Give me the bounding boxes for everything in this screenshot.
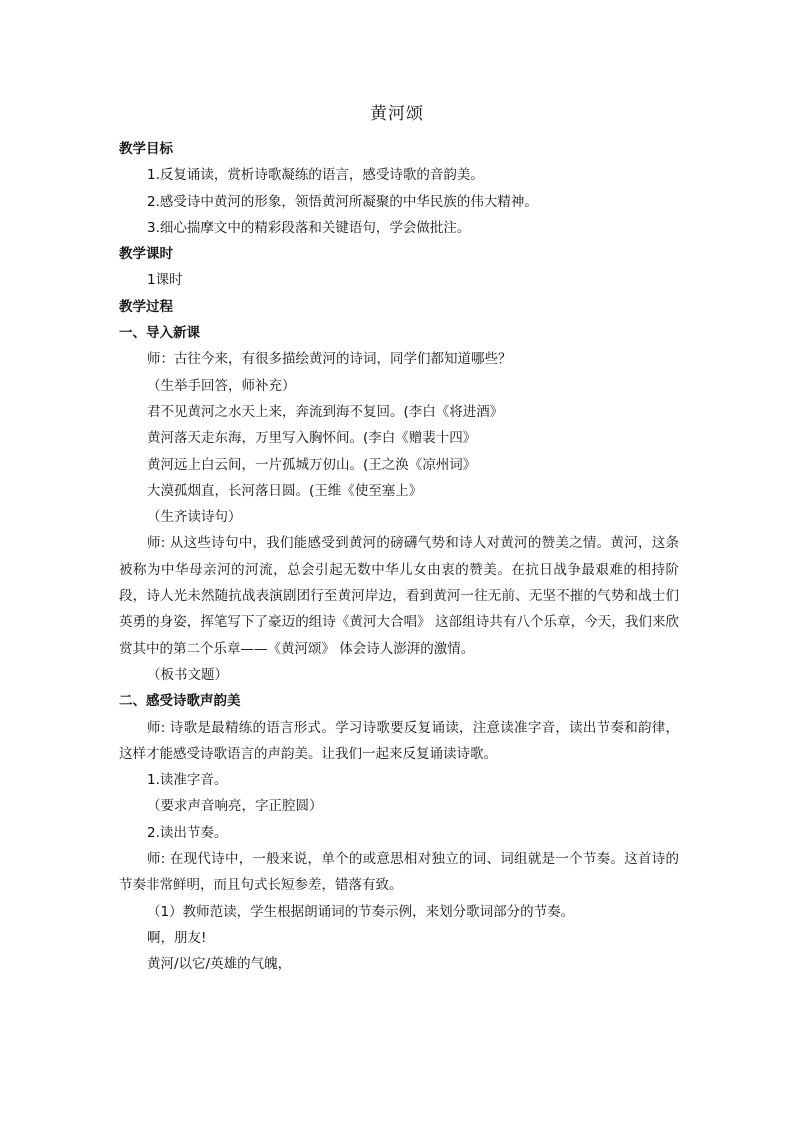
poem-quote: 黄河落天走东海，万里写入胸怀间。(李白《赠裴十四》 xyxy=(147,430,477,447)
section-heading-hours: 教学课时 xyxy=(119,246,173,263)
objective-item-2: 2.感受诗中黄河的形象，领悟黄河所凝聚的中华民族的伟大精神。 xyxy=(147,193,538,210)
paragraph: 师：古往今来，有很多描绘黄河的诗词，同学们都知道哪些？ xyxy=(147,351,512,368)
poem-quote: 黄河远上白云间，一片孤城万仞山。(王之涣《凉州词》 xyxy=(147,456,477,473)
document-title: 黄河颂 xyxy=(370,104,424,124)
stage-note: （生齐读诗句） xyxy=(147,509,242,526)
step-item: 2.读出节奏。 xyxy=(147,824,228,841)
subsection-heading-intro: 一、导入新课 xyxy=(119,325,200,342)
poem-line: 啊，朋友! xyxy=(147,929,207,946)
poem-line: 黄河/以它/英雄的气魄， xyxy=(147,956,292,973)
subsection-heading-rhythm: 二、感受诗歌声韵美 xyxy=(119,693,241,710)
objective-item-3: 3.细心揣摩文中的精彩段落和关键语句，学会做批注。 xyxy=(147,219,471,236)
section-heading-process: 教学过程 xyxy=(119,298,173,315)
section-heading-objectives: 教学目标 xyxy=(119,141,173,157)
paragraph: 师: 从这些诗句中，我们能感受到黄河的磅礴气势和诗人对黄河的赞美之情。黄河，这条被称为中华母亲河的河流，总会引起无数中华儿女由衷的赞美。在抗日战争最艰难的相持阶段，诗人光未然随抗战表演剧团行至黄河岸边，看到黄河一往无前、无坚不摧的气势和战士们英勇的身姿，挥笔写下了豪迈的组诗《黄河大合唱》 这部组诗共有八个乐章，今天，我们来欣赏其中的第二个乐章——《黄河颂》 体会诗人澎湃的激情。 xyxy=(119,535,679,657)
objective-item-1: 1.反复诵读，赏析诗歌凝练的语言，感受诗歌的音韵美。 xyxy=(147,167,484,184)
document-body xyxy=(119,136,679,978)
poem-quote: 君不见黄河之水天上来，奔流到海不复回。(李白《将进酒》 xyxy=(147,403,504,420)
stage-note: （要求声音响亮，字正腔圆） xyxy=(147,798,323,815)
stage-note: （生举手回答，师补充） xyxy=(147,377,296,394)
step-item: 1.读准字音。 xyxy=(147,772,228,789)
class-hours-value: 1课时 xyxy=(147,272,183,289)
paragraph: 师: 诗歌是最精练的语言形式。学习诗歌要反复诵读，注意读准字音，读出节奏和韵律，这样才能感受诗歌语言的声韵美。让我们一起来反复诵读诗歌。 xyxy=(119,719,679,762)
poem-quote: 大漠孤烟直，长河落日圆。(王维《使至塞上》 xyxy=(147,482,423,499)
stage-note: （板书文题） xyxy=(147,666,228,683)
paragraph: 师: 在现代诗中，一般来说，单个的或意思相对独立的词、词组就是一个节奏。这首诗的节奏非常鲜明，而且句式长短参差，错落有致。 xyxy=(119,851,679,894)
step-item: （1）教师范读，学生根据朗诵词的节奏示例，来划分歌词部分的节奏。 xyxy=(147,903,575,920)
